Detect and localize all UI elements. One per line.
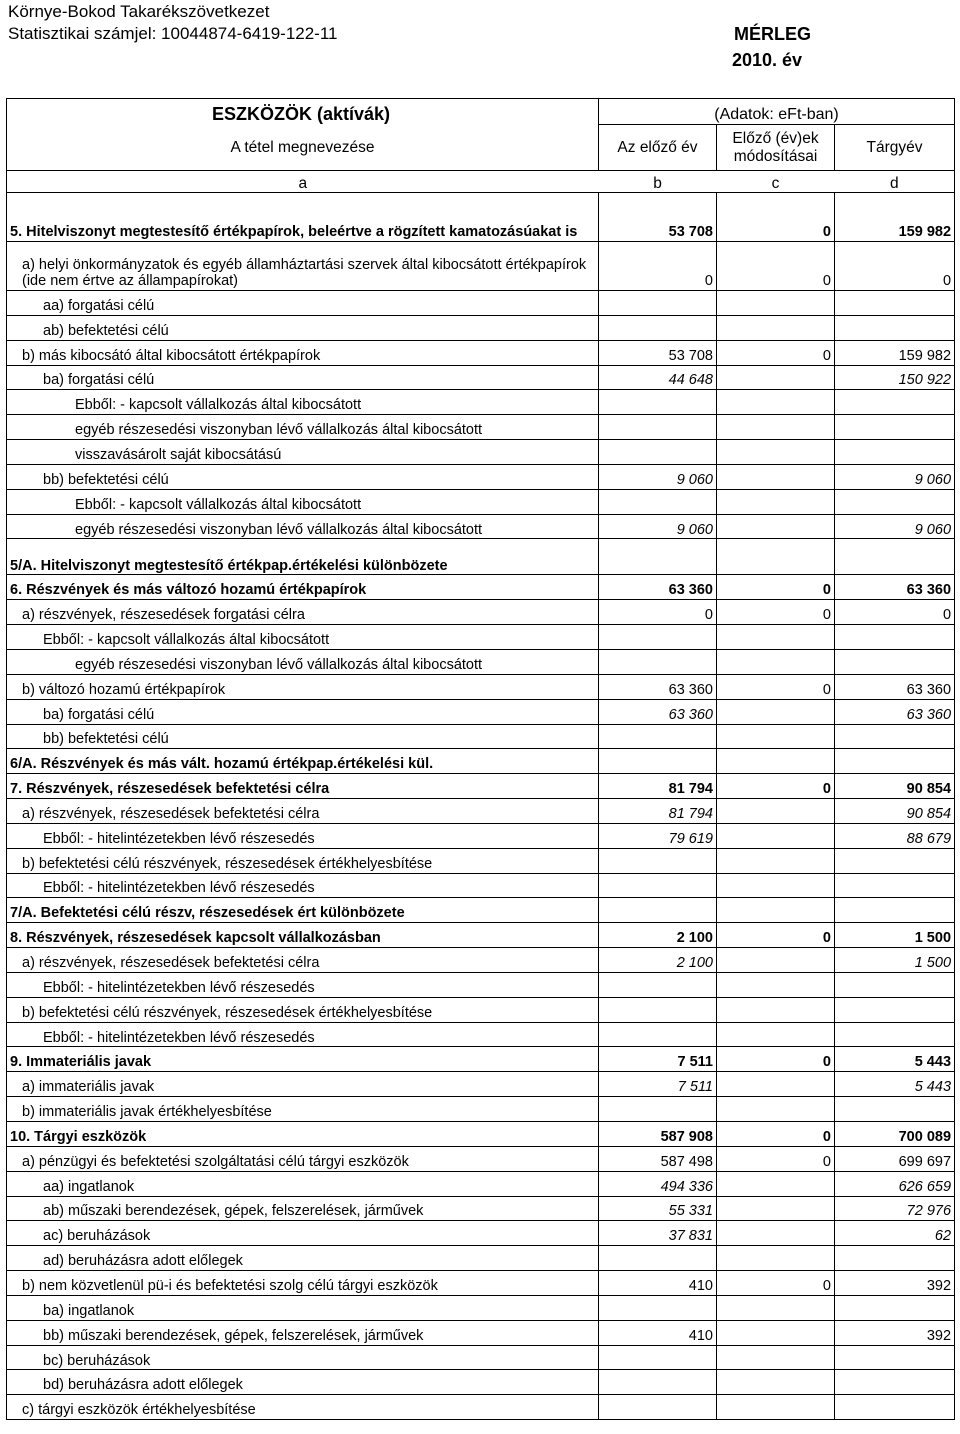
row-value-d xyxy=(835,724,955,749)
row-value-d xyxy=(835,1022,955,1047)
section-title: ESZKÖZÖK (aktívák) xyxy=(7,99,599,125)
row-value-c xyxy=(717,390,835,415)
row-value-b xyxy=(599,1097,717,1122)
row-value-d: 72 976 xyxy=(835,1196,955,1221)
row-value-c xyxy=(717,464,835,489)
row-value-c: 0 xyxy=(717,1271,835,1296)
row-value-d xyxy=(835,649,955,674)
table-row xyxy=(7,724,955,749)
table-row xyxy=(7,489,955,514)
row-value-b: 7 511 xyxy=(599,1072,717,1097)
table-row xyxy=(7,749,955,774)
row-value-b: 53 708 xyxy=(599,193,717,242)
row-value-c xyxy=(717,1221,835,1246)
row-value-b: 494 336 xyxy=(599,1171,717,1196)
table-row xyxy=(7,1271,955,1296)
doc-title: MÉRLEG xyxy=(734,24,812,44)
row-value-b: 79 619 xyxy=(599,823,717,848)
row-value-d xyxy=(835,1097,955,1122)
units-note: (Adatok: eFt-ban) xyxy=(599,99,955,125)
row-value-d: 5 443 xyxy=(835,1072,955,1097)
col-letter-b: b xyxy=(653,174,662,192)
row-value-c xyxy=(717,1295,835,1320)
row-value-c: 0 xyxy=(717,600,835,625)
row-value-d xyxy=(835,898,955,923)
row-label: b) változó hozamú értékpapírok xyxy=(7,674,599,699)
row-label: Ebből: - hitelintézetekben lévő részesedés xyxy=(7,972,599,997)
row-label: a) immateriális javak xyxy=(7,1072,599,1097)
row-value-c xyxy=(717,1097,835,1122)
row-label: b) nem közvetlenül pü-i és befektetési szolg célú tárgyi eszközök xyxy=(7,1271,599,1296)
row-value-b xyxy=(599,649,717,674)
row-value-c xyxy=(717,1395,835,1420)
row-label: ba) forgatási célú xyxy=(7,365,599,390)
stat-number: Statisztikai számjel: 10044874-6419-122-11 xyxy=(8,24,338,43)
table-row xyxy=(7,315,955,340)
row-value-c xyxy=(717,1196,835,1221)
row-label: ab) befektetési célú xyxy=(7,315,599,340)
row-label: b) befektetési célú részvények, részesedések értékhelyesbítése xyxy=(7,848,599,873)
row-label: ad) beruházásra adott előlegek xyxy=(7,1246,599,1271)
row-value-d xyxy=(835,625,955,650)
row-value-c: 0 xyxy=(717,774,835,799)
row-value-c xyxy=(717,1246,835,1271)
row-value-d xyxy=(835,1246,955,1271)
col-header-mod: Előző (év)ek módosításai xyxy=(717,125,835,171)
row-value-c xyxy=(717,539,835,575)
row-value-c xyxy=(717,749,835,774)
row-value-d: 1 500 xyxy=(835,948,955,973)
row-label: aa) ingatlanok xyxy=(7,1171,599,1196)
row-value-d: 63 360 xyxy=(835,674,955,699)
row-value-b xyxy=(599,291,717,316)
row-value-c xyxy=(717,365,835,390)
row-value-d xyxy=(835,1370,955,1395)
row-value-d: 699 697 xyxy=(835,1146,955,1171)
row-value-c xyxy=(717,1370,835,1395)
row-value-b: 37 831 xyxy=(599,1221,717,1246)
row-label: a) részvények, részesedések befektetési célra xyxy=(7,799,599,824)
row-value-b xyxy=(599,1395,717,1420)
row-value-b xyxy=(599,440,717,465)
row-label: 7. Részvények, részesedések befektetési célra xyxy=(7,774,599,799)
row-value-d: 90 854 xyxy=(835,774,955,799)
row-value-b xyxy=(599,489,717,514)
table-row xyxy=(7,1196,955,1221)
row-value-c xyxy=(717,848,835,873)
row-label: Ebből: - kapcsolt vállalkozás által kibocsátott xyxy=(7,625,599,650)
row-value-c: 0 xyxy=(717,1047,835,1072)
row-value-d: 63 360 xyxy=(835,575,955,600)
row-value-d xyxy=(835,291,955,316)
col-letter-c: c xyxy=(771,174,780,192)
row-label: a) helyi önkormányzatok és egyéb államháztartási szervek által kibocsátott értékpapírok (ide nem értve az állampapírokat) xyxy=(7,242,599,291)
row-value-d xyxy=(835,848,955,873)
row-value-c xyxy=(717,1022,835,1047)
row-value-d xyxy=(835,1395,955,1420)
table-row xyxy=(7,1097,955,1122)
table-row xyxy=(7,972,955,997)
row-value-b: 81 794 xyxy=(599,774,717,799)
table-row xyxy=(7,1370,955,1395)
row-label: a) részvények, részesedések befektetési célra xyxy=(7,948,599,973)
row-value-c xyxy=(717,1320,835,1345)
row-value-b xyxy=(599,1022,717,1047)
row-label: b) más kibocsátó által kibocsátott értékpapírok xyxy=(7,340,599,365)
row-label: bb) befektetési célú xyxy=(7,464,599,489)
row-value-b: 0 xyxy=(599,600,717,625)
row-value-b: 587 498 xyxy=(599,1146,717,1171)
row-value-d: 150 922 xyxy=(835,365,955,390)
row-value-b: 9 060 xyxy=(599,514,717,539)
row-value-c xyxy=(717,898,835,923)
table-row xyxy=(7,649,955,674)
row-label: 6. Részvények és más változó hozamú értékpapírok xyxy=(7,575,599,600)
row-label: 9. Immateriális javak xyxy=(7,1047,599,1072)
row-label: bb) műszaki berendezések, gépek, felszerelések, járművek xyxy=(7,1320,599,1345)
balance-sheet-table xyxy=(6,98,955,1420)
row-value-b xyxy=(599,315,717,340)
doc-year: 2010. év xyxy=(732,50,803,70)
row-value-b: 63 360 xyxy=(599,699,717,724)
row-label: 8. Részvények, részesedések kapcsolt vállalkozásban xyxy=(7,923,599,948)
row-label: visszavásárolt saját kibocsátású xyxy=(7,440,599,465)
table-row xyxy=(7,848,955,873)
table-row xyxy=(7,575,955,600)
table-row xyxy=(7,242,955,291)
row-value-c: 0 xyxy=(717,923,835,948)
table-row xyxy=(7,1295,955,1320)
row-value-b xyxy=(599,724,717,749)
table-row xyxy=(7,1122,955,1147)
row-label: bc) beruházások xyxy=(7,1345,599,1370)
row-value-d: 392 xyxy=(835,1271,955,1296)
row-label: ba) ingatlanok xyxy=(7,1295,599,1320)
row-value-c xyxy=(717,972,835,997)
table-row xyxy=(7,1320,955,1345)
row-label: 5/A. Hitelviszonyt megtestesítő értékpap.értékelési különbözete xyxy=(7,539,599,575)
row-value-c xyxy=(717,489,835,514)
company-name: Környe-Bokod Takarékszövetkezet xyxy=(8,2,270,21)
table-row xyxy=(7,799,955,824)
table-row xyxy=(7,365,955,390)
table-row xyxy=(7,1146,955,1171)
row-value-d: 0 xyxy=(835,242,955,291)
table-row xyxy=(7,923,955,948)
row-label: 5. Hitelviszonyt megtestesítő értékpapírok, beleértve a rögzített kamatozásúakat is xyxy=(7,193,599,242)
row-value-b xyxy=(599,415,717,440)
row-label: a) részvények, részesedések forgatási célra xyxy=(7,600,599,625)
table-row xyxy=(7,699,955,724)
table-row xyxy=(7,1345,955,1370)
col-header-name: A tétel megnevezése xyxy=(7,125,599,171)
row-value-d: 5 443 xyxy=(835,1047,955,1072)
row-value-d xyxy=(835,1295,955,1320)
row-label: Ebből: - hitelintézetekben lévő részesedés xyxy=(7,873,599,898)
row-value-b xyxy=(599,749,717,774)
table-row xyxy=(7,948,955,973)
row-value-c xyxy=(717,440,835,465)
table-row xyxy=(7,440,955,465)
row-value-b xyxy=(599,1295,717,1320)
row-value-b: 2 100 xyxy=(599,923,717,948)
row-label: a) pénzügyi és befektetési szolgáltatási célú tárgyi eszközök xyxy=(7,1146,599,1171)
table-row xyxy=(7,774,955,799)
row-value-d: 62 xyxy=(835,1221,955,1246)
row-value-c xyxy=(717,724,835,749)
row-value-d: 159 982 xyxy=(835,193,955,242)
table-row xyxy=(7,898,955,923)
row-value-d: 1 500 xyxy=(835,923,955,948)
table-row xyxy=(7,1022,955,1047)
row-value-b xyxy=(599,898,717,923)
row-value-b: 587 908 xyxy=(599,1122,717,1147)
row-value-d: 88 679 xyxy=(835,823,955,848)
row-value-b xyxy=(599,997,717,1022)
row-label: egyéb részesedési viszonyban lévő vállalkozás által kibocsátott xyxy=(7,649,599,674)
row-label: Ebből: - hitelintézetekben lévő részesedés xyxy=(7,823,599,848)
row-value-b: 410 xyxy=(599,1271,717,1296)
table-row xyxy=(7,514,955,539)
row-value-d xyxy=(835,997,955,1022)
row-value-d: 63 360 xyxy=(835,699,955,724)
row-value-d xyxy=(835,440,955,465)
row-label: aa) forgatási célú xyxy=(7,291,599,316)
row-value-c: 0 xyxy=(717,674,835,699)
row-label: Ebből: - kapcsolt vállalkozás által kibocsátott xyxy=(7,489,599,514)
table-row xyxy=(7,340,955,365)
row-label: Ebből: - hitelintézetekben lévő részesedés xyxy=(7,1022,599,1047)
row-label: ba) forgatási célú xyxy=(7,699,599,724)
row-value-b xyxy=(599,848,717,873)
row-value-d: 626 659 xyxy=(835,1171,955,1196)
table-row xyxy=(7,1395,955,1420)
row-value-b: 44 648 xyxy=(599,365,717,390)
row-value-d xyxy=(835,415,955,440)
table-row xyxy=(7,1072,955,1097)
row-label: egyéb részesedési viszonyban lévő vállalkozás által kibocsátott xyxy=(7,514,599,539)
row-value-c xyxy=(717,514,835,539)
row-value-b xyxy=(599,625,717,650)
row-value-b xyxy=(599,1370,717,1395)
table-row xyxy=(7,1047,955,1072)
row-label: bb) befektetési célú xyxy=(7,724,599,749)
row-value-c xyxy=(717,1171,835,1196)
table-row xyxy=(7,997,955,1022)
table-row xyxy=(7,464,955,489)
row-value-d xyxy=(835,1345,955,1370)
row-label: b) immateriális javak értékhelyesbítése xyxy=(7,1097,599,1122)
row-value-c: 0 xyxy=(717,340,835,365)
row-value-c: 0 xyxy=(717,1122,835,1147)
row-value-c xyxy=(717,649,835,674)
table-row xyxy=(7,1171,955,1196)
row-value-c xyxy=(717,625,835,650)
table-row xyxy=(7,415,955,440)
row-value-b: 9 060 xyxy=(599,464,717,489)
row-value-c: 0 xyxy=(717,1146,835,1171)
table-row xyxy=(7,193,955,242)
row-value-d: 9 060 xyxy=(835,514,955,539)
col-header-prev: Az előző év xyxy=(599,125,717,171)
row-value-b: 2 100 xyxy=(599,948,717,973)
table-row xyxy=(7,1221,955,1246)
row-value-b xyxy=(599,1246,717,1271)
row-value-b xyxy=(599,972,717,997)
row-value-d xyxy=(835,873,955,898)
table-row xyxy=(7,600,955,625)
row-value-c xyxy=(717,1345,835,1370)
row-value-c xyxy=(717,823,835,848)
table-row xyxy=(7,674,955,699)
table-row xyxy=(7,873,955,898)
row-value-b: 0 xyxy=(599,242,717,291)
row-value-d xyxy=(835,539,955,575)
row-value-b: 63 360 xyxy=(599,674,717,699)
row-value-b: 63 360 xyxy=(599,575,717,600)
row-value-c xyxy=(717,1072,835,1097)
row-value-c xyxy=(717,415,835,440)
row-value-b: 81 794 xyxy=(599,799,717,824)
row-value-c xyxy=(717,799,835,824)
row-value-b xyxy=(599,390,717,415)
row-value-b xyxy=(599,1345,717,1370)
row-value-d: 700 089 xyxy=(835,1122,955,1147)
row-value-c xyxy=(717,315,835,340)
row-label: bd) beruházásra adott előlegek xyxy=(7,1370,599,1395)
row-value-c: 0 xyxy=(717,242,835,291)
row-value-d: 159 982 xyxy=(835,340,955,365)
row-value-d: 90 854 xyxy=(835,799,955,824)
row-label: ac) beruházások xyxy=(7,1221,599,1246)
row-value-d xyxy=(835,749,955,774)
row-value-b: 53 708 xyxy=(599,340,717,365)
row-value-c xyxy=(717,948,835,973)
row-label: 6/A. Részvények és más vált. hozamú értékpap.értékelési kül. xyxy=(7,749,599,774)
row-label: Ebből: - kapcsolt vállalkozás által kibocsátott xyxy=(7,390,599,415)
row-value-b: 410 xyxy=(599,1320,717,1345)
row-label: 10. Tárgyi eszközök xyxy=(7,1122,599,1147)
row-value-c xyxy=(717,699,835,724)
row-value-d: 9 060 xyxy=(835,464,955,489)
col-letter-d: d xyxy=(835,171,955,193)
row-value-c: 0 xyxy=(717,575,835,600)
row-value-b: 55 331 xyxy=(599,1196,717,1221)
row-label: b) befektetési célú részvények, részesedések értékhelyesbítése xyxy=(7,997,599,1022)
table-row xyxy=(7,390,955,415)
col-letter-a: a xyxy=(7,171,599,193)
row-value-d xyxy=(835,972,955,997)
table-row xyxy=(7,823,955,848)
row-value-c xyxy=(717,873,835,898)
row-label: egyéb részesedési viszonyban lévő vállalkozás által kibocsátott xyxy=(7,415,599,440)
row-value-b xyxy=(599,873,717,898)
row-value-c xyxy=(717,291,835,316)
row-value-d xyxy=(835,489,955,514)
row-label: ab) műszaki berendezések, gépek, felszerelések, járművek xyxy=(7,1196,599,1221)
table-row xyxy=(7,625,955,650)
row-value-d: 0 xyxy=(835,600,955,625)
row-value-d: 392 xyxy=(835,1320,955,1345)
table-row xyxy=(7,291,955,316)
row-value-c: 0 xyxy=(717,193,835,242)
row-value-b: 7 511 xyxy=(599,1047,717,1072)
col-header-curr: Tárgyév xyxy=(835,125,955,171)
row-label: 7/A. Befektetési célú részv, részesedések ért különbözete xyxy=(7,898,599,923)
row-value-c xyxy=(717,997,835,1022)
table-row xyxy=(7,539,955,575)
row-value-d xyxy=(835,390,955,415)
row-value-b xyxy=(599,539,717,575)
row-value-d xyxy=(835,315,955,340)
row-label: c) tárgyi eszközök értékhelyesbítése xyxy=(7,1395,599,1420)
table-row xyxy=(7,1246,955,1271)
